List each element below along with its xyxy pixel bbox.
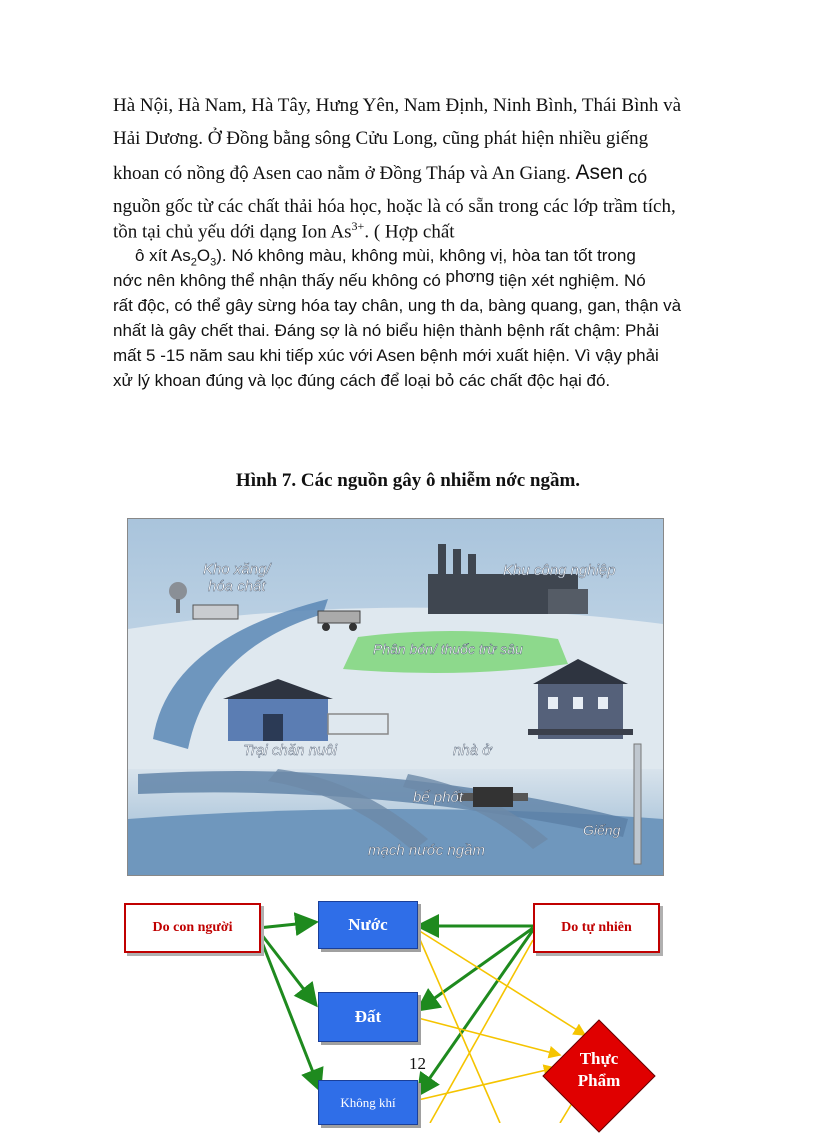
air-node	[318, 1080, 418, 1125]
label-trai-chan-nuoi: Trại chăn nuôi	[243, 742, 337, 759]
sub-3: 3	[210, 256, 217, 269]
arrow-human-air	[258, 932, 320, 1090]
paragraph-line-1: Hà Nội, Hà Nam, Hà Tây, Hưng Yên, Nam Định, Ninh Bình, Thái Bình và	[113, 95, 682, 116]
label-gieng: Giếng	[583, 822, 621, 838]
natural-cause-box	[533, 903, 660, 953]
arrow-water-down	[418, 935, 500, 1123]
arrow-air-food	[418, 1068, 555, 1100]
label-be-phot: bể phốt	[413, 789, 464, 806]
paragraph-line-6-c: ). Nó không màu, không mùi, không vị, hòa tan tốt trong	[216, 246, 636, 265]
paragraph-line-5	[113, 219, 455, 243]
paragraph-line-7-a: nớc nên không thể nhận thấy nếu không có	[113, 271, 441, 290]
food-label-line-1: Thực	[579, 1049, 619, 1068]
water-node	[318, 901, 418, 949]
arrow-soil-food	[418, 1018, 560, 1055]
arrow-nature-down	[430, 940, 533, 1123]
paragraph-line-5-b: . ( Hợp chất	[364, 221, 455, 243]
groundwater-pollution-illustration	[127, 518, 664, 876]
human-cause-box	[124, 903, 261, 953]
soil-label: Đất	[354, 1007, 382, 1026]
paragraph-line-11: xử lý khoan đúng và lọc đúng cách để loại bỏ các chất độc hại đó.	[113, 371, 611, 390]
label-nha-o: nhà ở	[453, 742, 492, 759]
food-label-line-2: Phẩm	[577, 1071, 621, 1090]
label-kho-xang: Kho xăng/	[203, 561, 271, 578]
paragraph-line-6-a: ô xít As	[135, 246, 191, 265]
ion-charge: 3+	[351, 219, 365, 233]
arrow-human-water	[258, 922, 316, 928]
figure-caption: Hình 7. Các nguồn gây ô nhiễm nớc ngầm.	[235, 470, 581, 491]
natural-cause-label: Do tự nhiên	[561, 920, 632, 935]
paragraph-line-6	[135, 246, 636, 268]
water-label: Nước	[348, 915, 388, 934]
air-label: Không khí	[340, 1094, 396, 1110]
phuong-word: phơng	[445, 267, 495, 286]
sub-2: 2	[190, 256, 197, 269]
paragraph-line-7-b: tiện xét nghiệm. Nó	[499, 271, 646, 290]
label-phan-bon: Phân bón/ thuốc trừ sâu	[373, 641, 523, 657]
paragraph-line-5-a: tồn tại chủ yếu dới dạng Ion As	[113, 221, 352, 243]
soil-node	[318, 992, 418, 1042]
label-hoa-chat: hóa chất	[208, 578, 266, 595]
paragraph-line-2: Hải Dương. Ở Đồng bằng sông Cửu Long, cũng phát hiện nhiều giếng	[113, 128, 649, 149]
food-label	[541, 1048, 657, 1092]
paragraph-line-9: nhất là gây chết thai. Đáng sợ là nó biểu hiện thành bệnh rất chậm: Phải	[113, 321, 660, 340]
paragraph-line-8: rất độc, có thể gây sừng hóa tay chân, ung th da, bàng quang, gan, thận và	[113, 296, 682, 315]
paragraph-line-4: nguồn gốc từ các chất thải hóa học, hoặc là có sẵn trong các lớp trầm tích,	[113, 196, 676, 217]
arrow-human-soil	[258, 930, 316, 1005]
asen-word: Asen	[575, 161, 624, 184]
label-mach-nuoc-ngam: mạch nước ngầm	[368, 842, 485, 859]
paragraph-line-7	[113, 267, 646, 291]
human-cause-label: Do con người	[152, 920, 233, 935]
paragraph-line-3-text: khoan có nồng độ Asen cao nằm ở Đồng Tháp và An Giang.	[113, 163, 571, 184]
label-khu-cong-nghiep: Khu công nghiệp	[503, 562, 616, 579]
paragraph-line-10: mất 5 -15 năm sau khi tiếp xúc với Asen bệnh mới xuất hiện. Vì vậy phải	[113, 346, 659, 365]
co-word: có	[628, 167, 648, 187]
page-number: 12	[409, 1054, 426, 1073]
paragraph-line-3	[113, 161, 647, 185]
paragraph-line-6-b: O	[196, 246, 211, 265]
arrow-nature-air	[418, 930, 533, 1095]
